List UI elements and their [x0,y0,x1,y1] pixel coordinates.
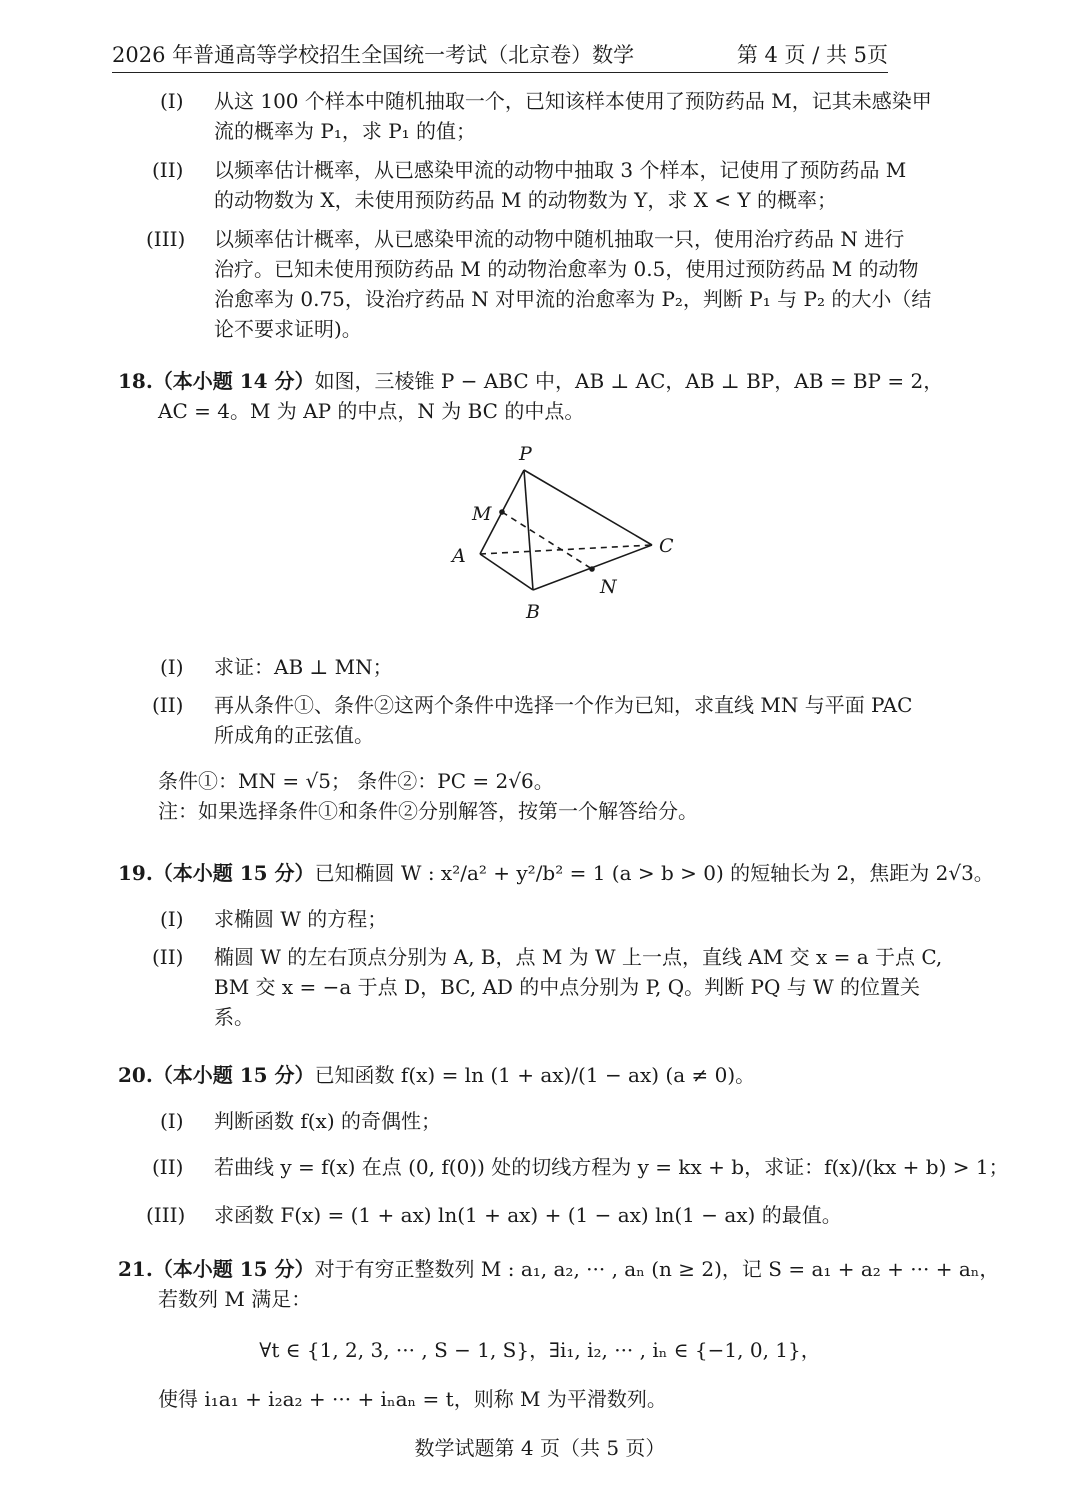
label-C: C [659,535,674,557]
q20-part3-label: (III) [146,1203,186,1227]
q21-stem-text1: 对于有穷正整数列 M : a₁, a₂, ··· , aₙ (n ≥ 2)，记 S = a₁ + a₂ + ··· + aₙ， [314,1257,1000,1281]
q18-part1: 求证：AB ⊥ MN； [214,655,393,679]
page-footer: 数学试题第 4 页（共 5 页） [414,1436,666,1460]
q18-score: （本小题 14 分） [152,369,315,393]
q17-part3-label: (III) [146,227,186,251]
q20-stem-text: 已知函数 f(x) = ln (1 + ax)/(1 − ax) (a ≠ 0)。 [314,1063,756,1087]
edge-AC-hidden [480,545,652,554]
q18-part2-line1: 再从条件①、条件②这两个条件中选择一个作为已知，求直线 MN 与平面 PAC [214,693,913,717]
q17-part3-line1: 以频率估计概率，从已感染甲流的动物中随机抽取一只，使用治疗药品 N 进行 [214,227,905,251]
q17-part2-label: (II) [152,158,184,182]
q20-part2-label: (II) [152,1155,184,1179]
page-indicator: 第 4 页 / 共 5页 [736,43,888,67]
q19-part2-label: (II) [152,945,184,969]
q19-part1-label: (I) [160,907,184,931]
q19-number: 19. [118,861,153,885]
q21-number: 21. [118,1257,153,1281]
q19-stem-text: 已知椭圆 W : x²/a² + y²/b² = 1 (a > b > 0) 的短轴长为 2，焦距为 2√3。 [314,861,994,885]
q19-part2-line1: 椭圆 W 的左右顶点分别为 A, B，点 M 为 W 上一点，直线 AM 交 x = a 于点 C, [214,945,943,969]
q21-formula: ∀t ∈ {1, 2, 3, ··· , S − 1, S}，∃i₁, i₂, ··· , iₙ ∈ {−1, 0, 1}， [259,1338,821,1362]
q17-part3-line3: 治愈率为 0.75，设治疗药品 N 对甲流的治愈率为 P₂，判断 P₁ 与 P₂ 的大小（结 [214,287,932,311]
q18-stem-text1: 如图，三棱锥 P − ABC 中，AB ⊥ AC，AB ⊥ BP，AB = BP = 2， [314,369,944,393]
q20-part1: 判断函数 f(x) 的奇偶性； [214,1109,442,1133]
q17-part1-line2: 流的概率为 P₁，求 P₁ 的值； [214,119,477,143]
q18-part2-line2: 所成角的正弦值。 [214,723,374,747]
q18-part1-label: (I) [160,655,184,679]
q21-stem-line2: 若数列 M 满足： [158,1287,312,1311]
label-P: P [519,443,532,465]
point-M [499,509,505,515]
q19-part1: 求椭圆 W 的方程； [214,907,388,931]
q17-part2-line1: 以频率估计概率，从已感染甲流的动物中抽取 3 个样本，记使用了预防药品 M [214,158,907,182]
q17-part2-line2: 的动物数为 X，未使用预防药品 M 的动物数为 Y，求 X < Y 的概率； [214,188,837,212]
edge-AB [480,554,533,590]
q17-part3-line2: 治疗。已知未使用预防药品 M 的动物治愈率为 0.5，使用过预防药品 M 的动物 [214,257,919,281]
q19-part2-line2: BM 交 x = −a 于点 D，BC, AD 的中点分别为 P, Q。判断 PQ 与 W 的位置关 [214,975,920,999]
q18-number: 18. [118,369,153,393]
edge-PC [524,470,652,545]
q19-score: （本小题 15 分） [152,861,315,885]
q17-part1-line1: 从这 100 个样本中随机抽取一个，已知该样本使用了预防药品 M，记其未感染甲 [214,89,932,113]
q20-part1-label: (I) [160,1109,184,1133]
q19-stem [118,858,994,888]
q19-part2-line3: 系。 [214,1005,254,1029]
q20-part2: 若曲线 y = f(x) 在点 (0, f(0)) 处的切线方程为 y = kx + b，求证：f(x)/(kx + b) > 1； [214,1155,1009,1179]
q20-stem [118,1060,755,1090]
q21-score: （本小题 15 分） [152,1257,315,1281]
q18-note: 注：如果选择条件①和条件②分别解答，按第一个解答给分。 [158,799,698,823]
q20-number: 20. [118,1063,153,1087]
q21-stem-line3: 使得 i₁a₁ + i₂a₂ + ··· + iₙaₙ = t，则称 M 为平滑数列。 [158,1387,667,1411]
page-header [112,38,888,73]
label-B: B [526,601,540,623]
q18-stem-line2: AC = 4。M 为 AP 的中点，N 为 BC 的中点。 [158,399,585,423]
q18-stem-line1 [118,366,943,396]
q20-score: （本小题 15 分） [152,1063,315,1087]
q21-stem-line1 [118,1254,999,1284]
q17-part1-label: (I) [160,89,184,113]
point-N [589,566,595,572]
q18-part2-label: (II) [152,693,184,717]
label-M: M [472,503,492,525]
exam-title: 2026 年普通高等学校招生全国统一考试（北京卷）数学 [112,43,635,67]
tetrahedron-figure [440,440,690,630]
q17-part3-line4: 论不要求证明)。 [214,317,362,341]
label-A: A [452,545,466,567]
label-N: N [600,576,617,598]
q20-part3: 求函数 F(x) = (1 + ax) ln(1 + ax) + (1 − ax) ln(1 − ax) 的最值。 [214,1203,842,1227]
q18-conditions: 条件①：MN = √5； 条件②：PC = 2√6。 [158,769,554,793]
segment-MN-hidden [502,512,592,569]
